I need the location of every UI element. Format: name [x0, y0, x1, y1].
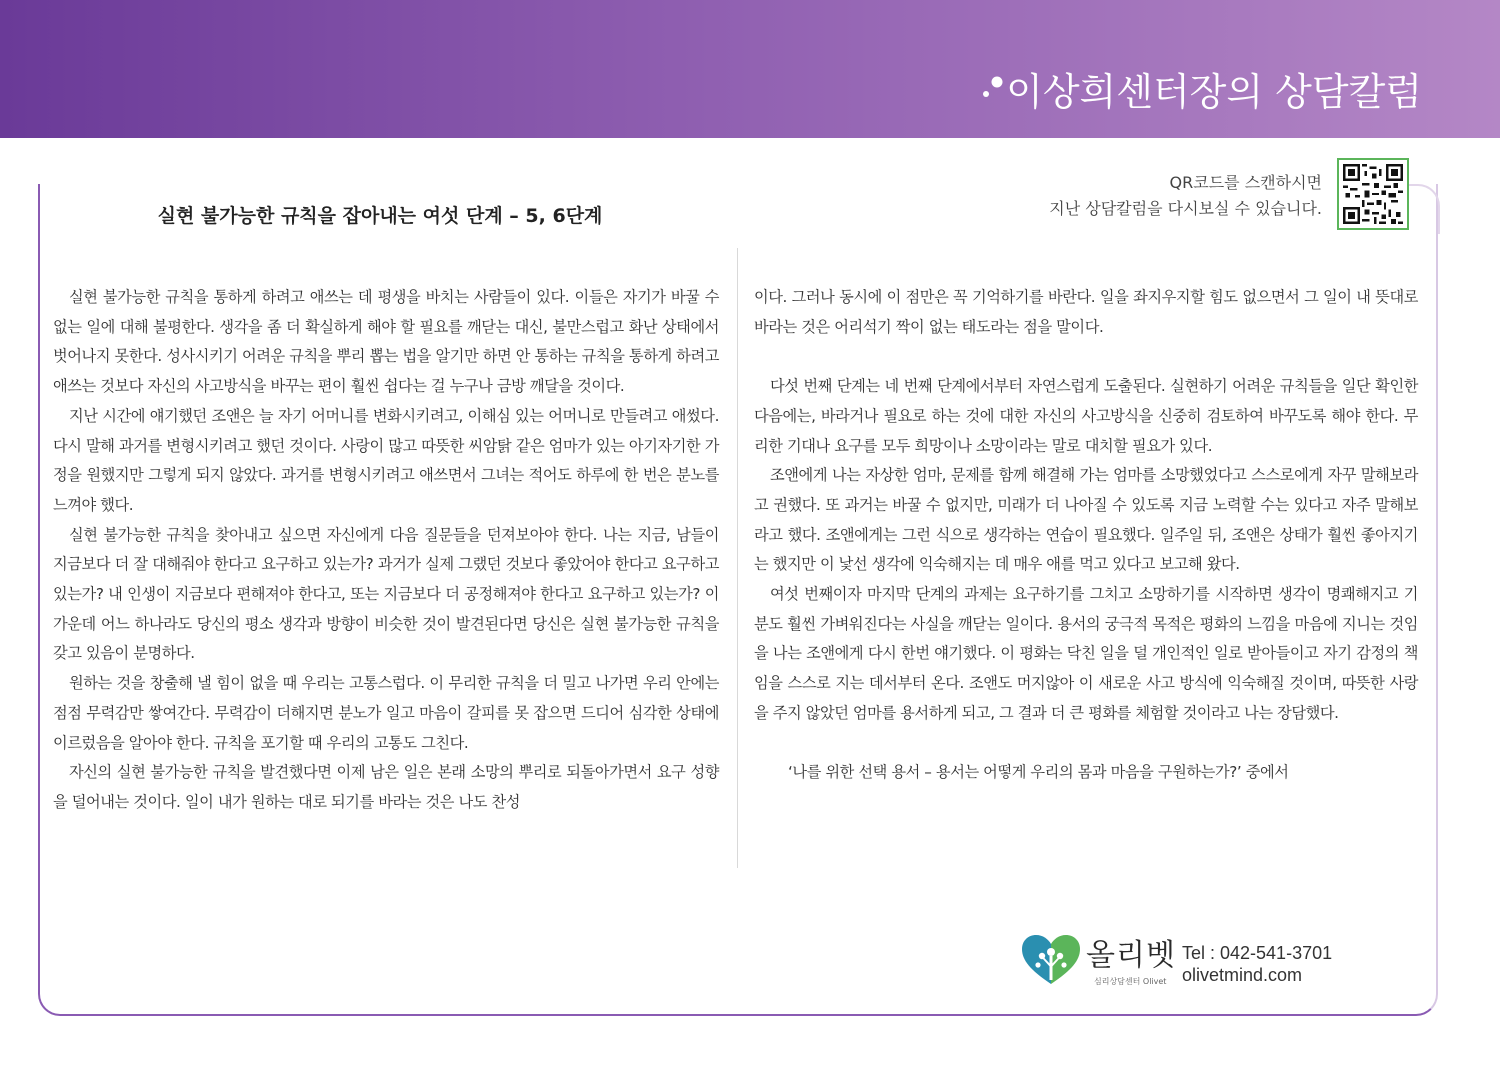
paragraph: 여섯 번째이자 마지막 단계의 과제는 요구하기를 그치고 소망하기를 시작하면 생각이 명쾌해지고 기분도 훨씬 가벼워진다는 사실을 깨닫는 일이다. 용서의 궁극적 목적은 평화의 느낌을 마음에 지니는 것임을 나는 조앤에게 다시 한번 얘기했다. 이 평화는 닥친 일을 덜 개인적인 일로 받아들이고 자기 감정의 책임을 스스로 지는 데서부터 온다. 조앤도 머지않아 이 새로운 사고 방식에 익숙해질 것이며, 따뜻한 사랑을 주지 않았던 엄마를 용서하게 되고, 그 결과 더 큰 평화를 체험할 것이라고 나는 장담했다. — [754, 585, 1418, 722]
olivet-heart-tree-logo-icon — [1020, 934, 1082, 986]
qr-code[interactable] — [1337, 158, 1409, 230]
article-title: 실현 불가능한 규칙을 잡아내는 여섯 단계 – 5, 6단계 — [157, 205, 603, 227]
source-citation: ‘나를 위한 선택 용서 – 용서는 어떻게 우리의 몸과 마음을 구원하는가?’ 중에서 — [788, 763, 1289, 782]
paragraph: 조앤에게 나는 자상한 엄마, 문제를 함께 해결해 가는 엄마를 소망했었다고 스스로에게 자꾸 말해보라고 권했다. 또 과거는 바꿀 수 없지만, 미래가 더 나아질 수 있도록 지금 노력할 수는 있다고 자주 말해보라고 했다. 조앤에게는 그런 식으로 생각하는 연습이 필요했다. 일주일 뒤, 조앤은 상태가 훨씬 좋아지기는 했지만 이 낯선 생각에 익숙해지는 데 매우 애를 먹고 있다고 보고해 왔다. — [754, 466, 1418, 574]
article-body-left-column — [53, 283, 719, 818]
qr-note-line-2: 지난 상담칼럼을 다시보실 수 있습니다. — [1049, 199, 1322, 218]
qr-code-icon — [1343, 164, 1403, 224]
paragraph: 실현 불가능한 규칙을 찾아내고 싶으면 자신에게 다음 질문들을 던져보아야 한다. 나는 지금, 남들이 지금보다 더 잘 대해줘야 한다고 요구하고 있는가? 과거가 실제 그랬던 것보다 좋았어야 한다고 요구하고 있는가? 내 인생이 지금보다 편해져야 한다고, 또는 지금보다 더 공정해져야 한다고 요구하고 있는가? 이 가운데 어느 하나라도 당신의 평소 생각과 방향이 비슷한 것이 발견된다면 당신은 실현 불가능한 규칙을 갖고 있음이 분명하다. — [53, 525, 719, 663]
qr-note — [1049, 170, 1322, 222]
paragraph: 실현 불가능한 규칙을 통하게 하려고 애쓰는 데 평생을 바치는 사람들이 있다. 이들은 자기가 바꿀 수 없는 일에 대해 불평한다. 생각을 좀 더 확실하게 해야 할 필요를 깨닫는 대신, 불만스럽고 화난 상태에서 벗어나지 못한다. 성사시키기 어려운 규칙을 뿌리 뽑는 법을 알기만 하면 안 통하는 규칙을 통하게 하려고 애쓰는 것보다 자신의 사고방식을 바꾸는 편이 훨씬 쉽다는 걸 누구나 금방 깨달을 것이다. — [53, 288, 719, 396]
logo-name: 올리벳 — [1086, 938, 1176, 973]
header-bullet-icon — [978, 70, 1006, 110]
column-series-title: 이상희센터장의 상담칼럼 — [1006, 70, 1422, 114]
article-body-right-column — [754, 283, 1418, 788]
paragraph: 자신의 실현 불가능한 규칙을 발견했다면 이제 남은 일은 본래 소망의 뿌리로 되돌아가면서 요구 성향을 덜어내는 것이다. 일이 내가 원하는 대로 되기를 바라는 것은 나도 찬성 — [53, 763, 719, 811]
header-title-wrap — [1006, 64, 1422, 120]
logo-subtitle: 심리상담센터 Olivet — [1094, 977, 1167, 986]
paragraph: 지난 시간에 얘기했던 조앤은 늘 자기 어머니를 변화시키려고, 이해심 있는 어머니로 만들려고 애썼다. 다시 말해 과거를 변형시키려고 했던 것이다. 사랑이 많고 따뜻한 씨암탉 같은 엄마가 있는 아기자기한 가정을 원했지만 그렇게 되지 않았다. 과거를 변형시키려고 애쓰면서 그녀는 적어도 하루에 한 번은 분노를 느껴야 했다. — [53, 406, 720, 514]
qr-note-line-1: QR코드를 스캔하시면 — [1169, 173, 1322, 192]
paragraph: 원하는 것을 창출해 낼 힘이 없을 때 우리는 고통스럽다. 이 무리한 규칙을 더 밀고 나가면 우리 안에는 점점 무력감만 쌓여간다. 무력감이 더해지면 분노가 일고 마음이 갈피를 못 잡으면 드디어 심각한 상태에 이르렀음을 알아야 한다. 규칙을 포기할 때 우리의 고통도 그친다. — [53, 674, 719, 752]
telephone: Tel : 042-541-3701 — [1182, 943, 1333, 963]
paragraph: 다섯 번째 단계는 네 번째 단계에서부터 자연스럽게 도출된다. 실현하기 어려운 규칙들을 일단 확인한 다음에는, 바라거나 필요로 하는 것에 대한 자신의 사고방식을 신중히 검토하여 바꾸도록 해야 한다. 무리한 기대나 요구를 모두 희망이나 소망이라는 말로 대치할 필요가 있다. — [754, 377, 1418, 455]
column-divider — [737, 248, 738, 868]
contact-info — [1182, 942, 1332, 986]
content-frame-corner — [1405, 184, 1440, 234]
website-link[interactable]: olivetmind.com — [1182, 965, 1303, 985]
paragraph-continuation: 이다. 그러나 동시에 이 점만은 꼭 기억하기를 바란다. 일을 좌지우지할 힘도 없으면서 그 일이 내 뜻대로 바라는 것은 어리석기 짝이 없는 태도라는 점을 말이다. — [754, 288, 1418, 336]
